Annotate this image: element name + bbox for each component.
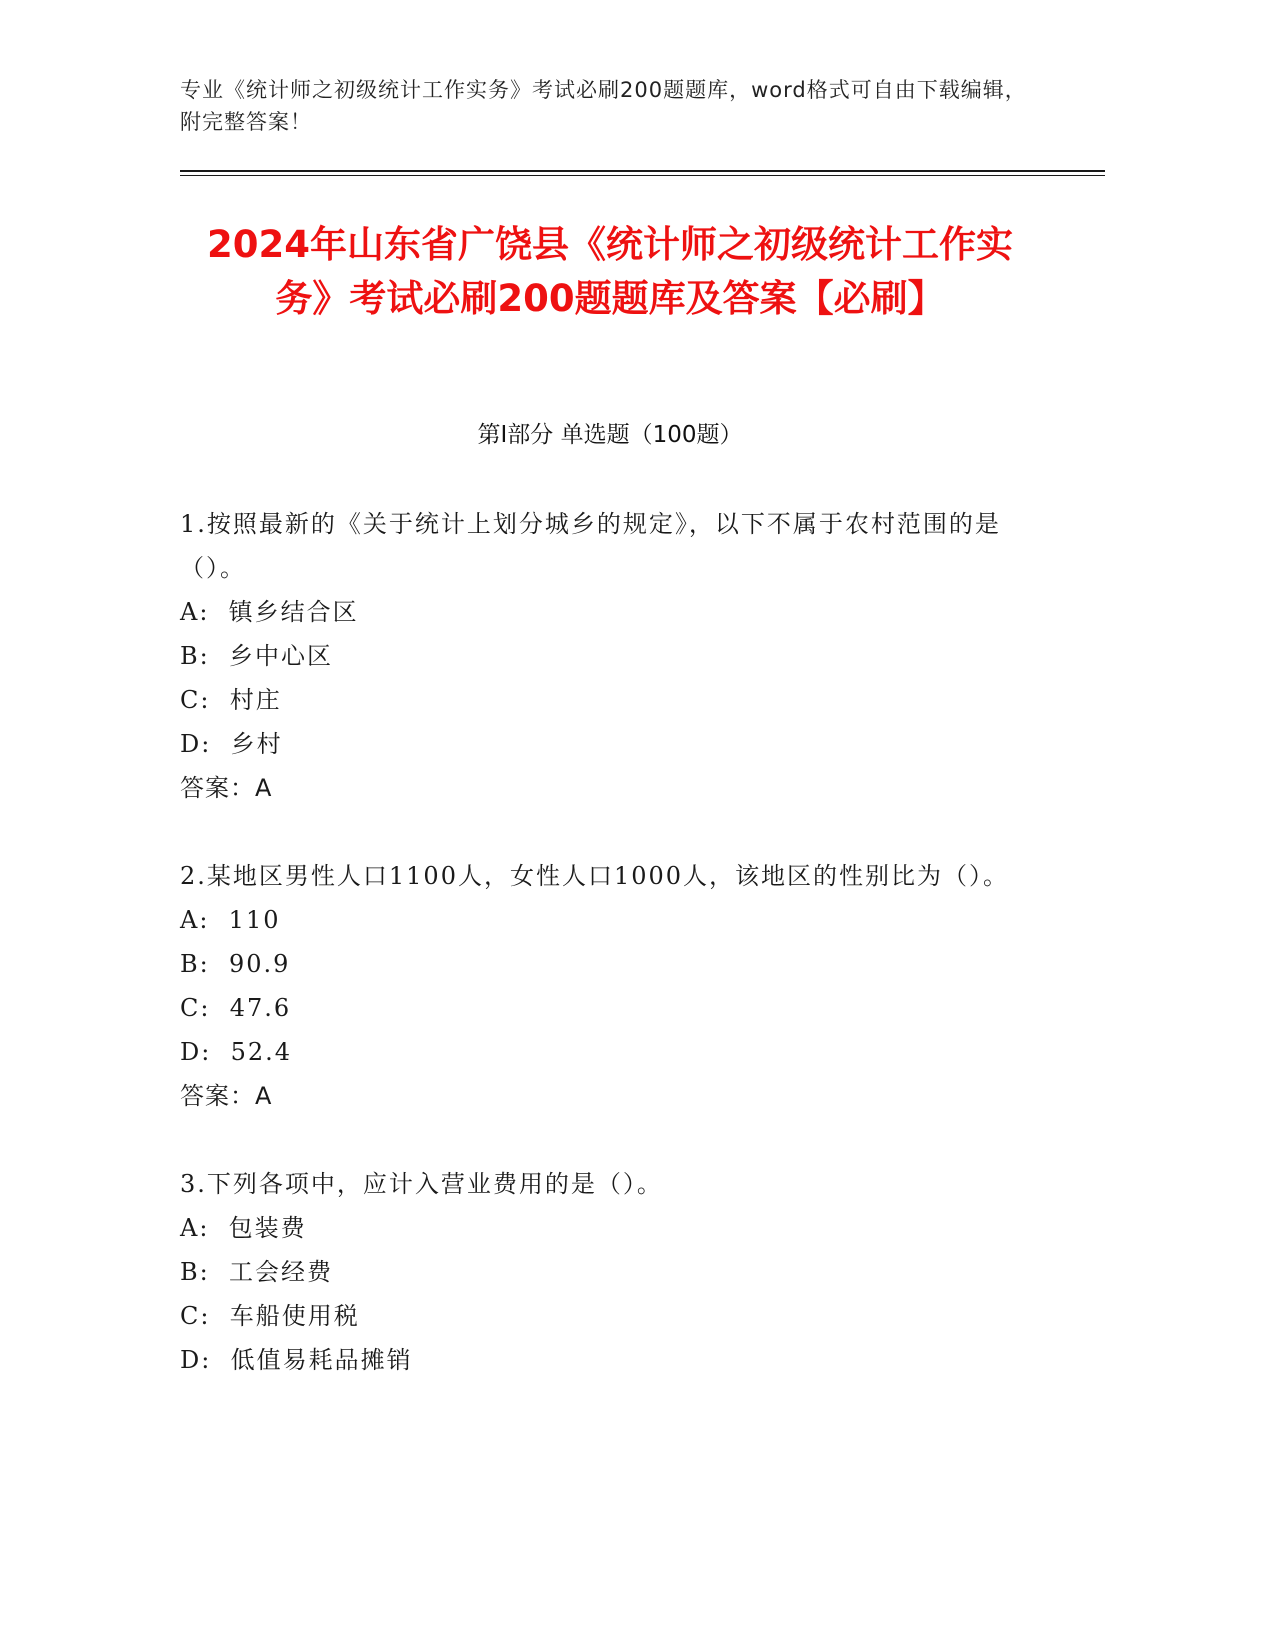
header-divider-thin <box>180 175 1105 176</box>
question-item <box>180 502 1020 810</box>
answer-text: 答案：A <box>180 774 273 802</box>
option-d: D: 低值易耗品摊销 <box>180 1346 413 1374</box>
document-title: 2024年山东省广饶县《统计师之初级统计工作实务》考试必刷200题题库及答案【必刷】 <box>207 223 1013 320</box>
option-a: A: 镇乡结合区 <box>180 598 359 626</box>
option-a: A: 包装费 <box>180 1214 307 1242</box>
option-b: B: 90.9 <box>180 950 291 978</box>
option-d: D: 52.4 <box>180 1038 293 1066</box>
question-item <box>180 1162 1020 1382</box>
question-stem: 3.下列各项中，应计入营业费用的是（）。 <box>180 1170 663 1198</box>
question-item <box>180 854 1020 1118</box>
question-list <box>180 502 1020 1426</box>
answer-text: 答案：A <box>180 1082 273 1110</box>
header-note: 专业《统计师之初级统计工作实务》考试必刷200题题库，word格式可自由下载编辑，附完整答案！ <box>180 78 1027 134</box>
option-c: C: 47.6 <box>180 994 292 1022</box>
option-d: D: 乡村 <box>180 730 283 758</box>
option-c: C: 车船使用税 <box>180 1302 360 1330</box>
option-b: B: 工会经费 <box>180 1258 333 1286</box>
question-stem: 2.某地区男性人口1100人，女性人口1000人，该地区的性别比为（）。 <box>180 862 1010 890</box>
question-stem: 1.按照最新的《关于统计上划分城乡的规定》，以下不属于农村范围的是（）。 <box>180 510 1001 582</box>
header-divider <box>180 170 1105 172</box>
option-c: C: 村庄 <box>180 686 282 714</box>
option-b: B: 乡中心区 <box>180 642 333 670</box>
section-heading: 第I部分 单选题（100题） <box>477 422 743 448</box>
option-a: A: 110 <box>180 906 281 934</box>
